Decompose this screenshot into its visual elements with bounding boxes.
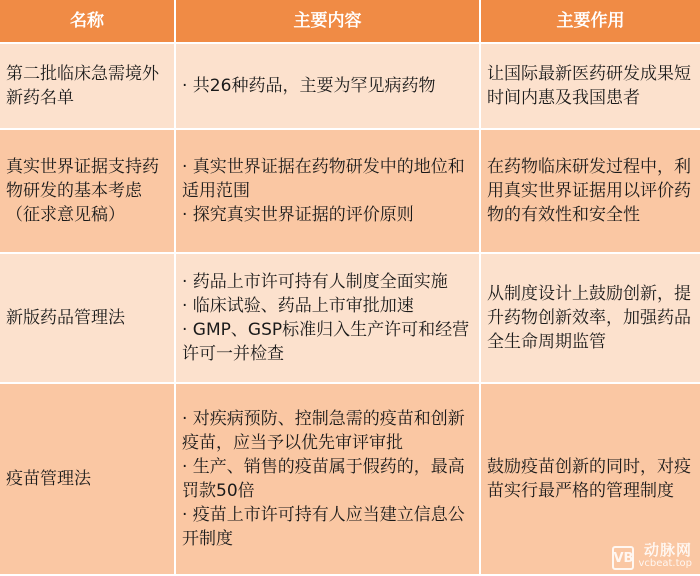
content-bullet: · 真实世界证据在药物研发中的地位和适用范围 bbox=[182, 157, 465, 201]
row-effect: 让国际最新医药研发成果短时间内惠及我国患者 bbox=[481, 44, 700, 130]
row-content bbox=[176, 44, 481, 130]
watermark-url: vcbeat.top bbox=[638, 558, 692, 569]
row-content bbox=[176, 384, 481, 576]
row-content bbox=[176, 130, 481, 254]
table-header-row bbox=[0, 0, 700, 44]
row-effect: 在药物临床研发过程中，利用真实世界证据用以评价药物的有效性和安全性 bbox=[481, 130, 700, 254]
row-name: 疫苗管理法 bbox=[0, 384, 176, 576]
table-row bbox=[0, 44, 700, 130]
table-row bbox=[0, 384, 700, 576]
table-row bbox=[0, 254, 700, 384]
row-name: 第二批临床急需境外新药名单 bbox=[0, 44, 176, 130]
row-name: 新版药品管理法 bbox=[0, 254, 176, 384]
content-bullet: · 临床试验、药品上市审批加速 bbox=[182, 296, 414, 316]
content-bullet: · 生产、销售的疫苗属于假药的，最高罚款50倍 bbox=[182, 457, 465, 501]
header-name: 名称 bbox=[0, 0, 176, 44]
row-effect: 鼓励疫苗创新的同时，对疫苗实行最严格的管理制度 bbox=[481, 384, 700, 576]
content-bullet: · GMP、GSP标准归入生产许可和经营许可一并检查 bbox=[182, 320, 470, 364]
content-bullet: · 共26种药品，主要为罕见病药物 bbox=[182, 76, 436, 96]
row-name: 真实世界证据支持药物研发的基本考虑（征求意见稿） bbox=[0, 130, 176, 254]
content-bullet: · 疫苗上市许可持有人应当建立信息公开制度 bbox=[182, 505, 465, 549]
watermark bbox=[612, 541, 692, 570]
header-effect: 主要作用 bbox=[481, 0, 700, 44]
content-bullet: · 对疾病预防、控制急需的疫苗和创新疫苗，应当予以优先审评审批 bbox=[182, 409, 465, 453]
row-content bbox=[176, 254, 481, 384]
row-effect: 从制度设计上鼓励创新，提升药物创新效率，加强药品全生命周期监管 bbox=[481, 254, 700, 384]
table-row bbox=[0, 130, 700, 254]
content-bullet: · 探究真实世界证据的评价原则 bbox=[182, 205, 414, 225]
watermark-logo-icon: VB bbox=[612, 546, 634, 570]
watermark-name: 动脉网 bbox=[643, 541, 692, 559]
content-bullet: · 药品上市许可持有人制度全面实施 bbox=[182, 272, 448, 292]
header-content: 主要内容 bbox=[176, 0, 481, 44]
